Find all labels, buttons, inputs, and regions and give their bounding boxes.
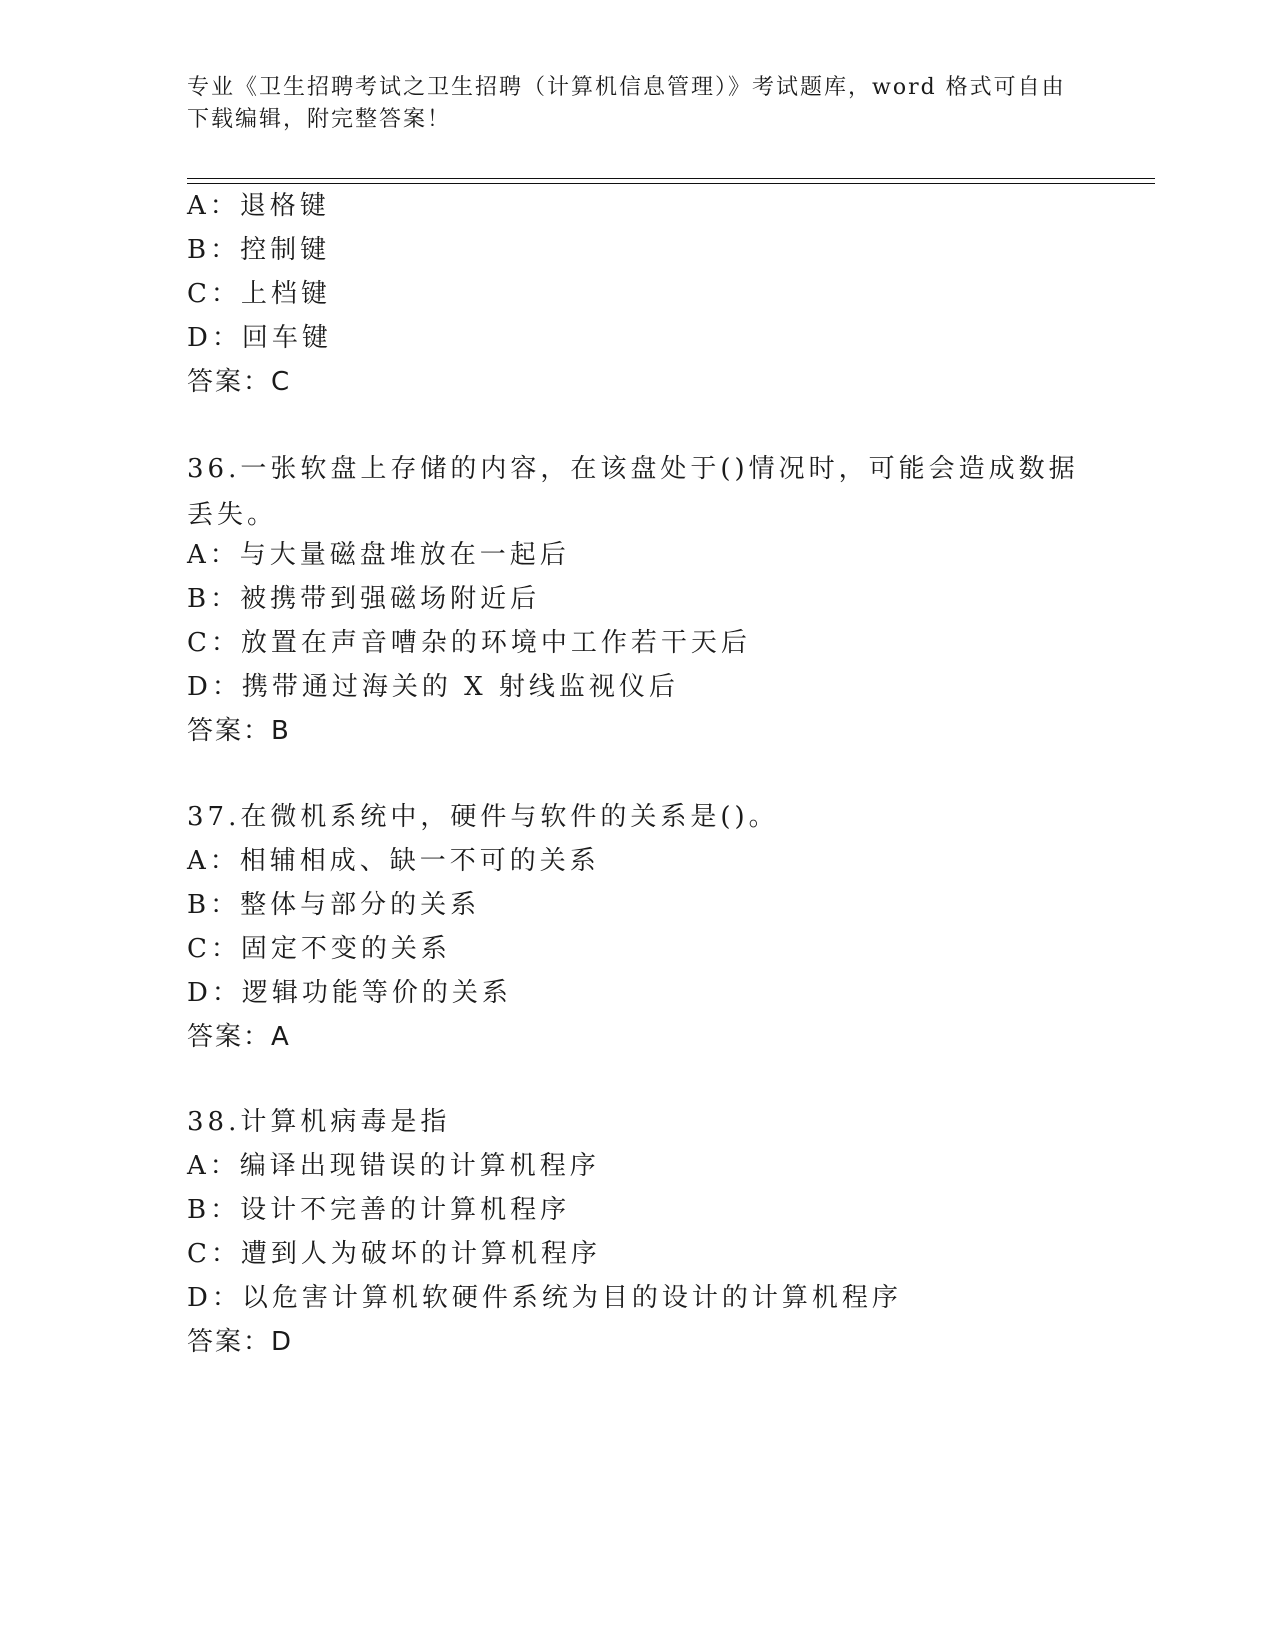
q37-answer: 答案：A [187, 1022, 291, 1052]
q37-option-d: D：逻辑功能等价的关系 [187, 978, 512, 1008]
q35-option-d: D：回车键 [187, 323, 332, 353]
q36-option-d: D：携带通过海关的 X 射线监视仪后 [187, 672, 679, 702]
q35-option-c: C：上档键 [187, 279, 331, 309]
q38-option-d: D：以危害计算机软硬件系统为目的设计的计算机程序 [187, 1283, 902, 1313]
q37-question: 37.在微机系统中，硬件与软件的关系是()。 [187, 802, 779, 832]
header-rule-top [187, 178, 1155, 179]
q36-option-c: C：放置在声音嘈杂的环境中工作若干天后 [187, 628, 751, 658]
q37-option-c: C：固定不变的关系 [187, 934, 451, 964]
q36-option-b: B：被携带到强磁场附近后 [187, 584, 541, 614]
q36-question: 36.一张软盘上存储的内容，在该盘处于()情况时，可能会造成数据丢失。 [187, 454, 1079, 530]
q38-answer: 答案：D [187, 1327, 294, 1357]
q38-option-b: B：设计不完善的计算机程序 [187, 1195, 571, 1225]
document-header: 专业《卫生招聘考试之卫生招聘（计算机信息管理）》考试题库，word 格式可自由下载编辑，附完整答案！ [187, 75, 1066, 132]
q35-option-b: B：控制键 [187, 235, 331, 265]
q38-option-c: C：遭到人为破坏的计算机程序 [187, 1239, 601, 1269]
q37-option-b: B：整体与部分的关系 [187, 890, 481, 920]
q36-option-a: A：与大量磁盘堆放在一起后 [187, 540, 570, 570]
q35-answer: 答案：C [187, 367, 292, 397]
q38-option-a: A：编译出现错误的计算机程序 [187, 1151, 600, 1181]
q37-option-a: A：相辅相成、缺一不可的关系 [187, 846, 600, 876]
q38-question: 38.计算机病毒是指 [187, 1107, 451, 1137]
header-rule-bottom [187, 183, 1155, 184]
q36-answer: 答案：B [187, 716, 291, 746]
q35-option-a: A：退格键 [187, 191, 330, 221]
